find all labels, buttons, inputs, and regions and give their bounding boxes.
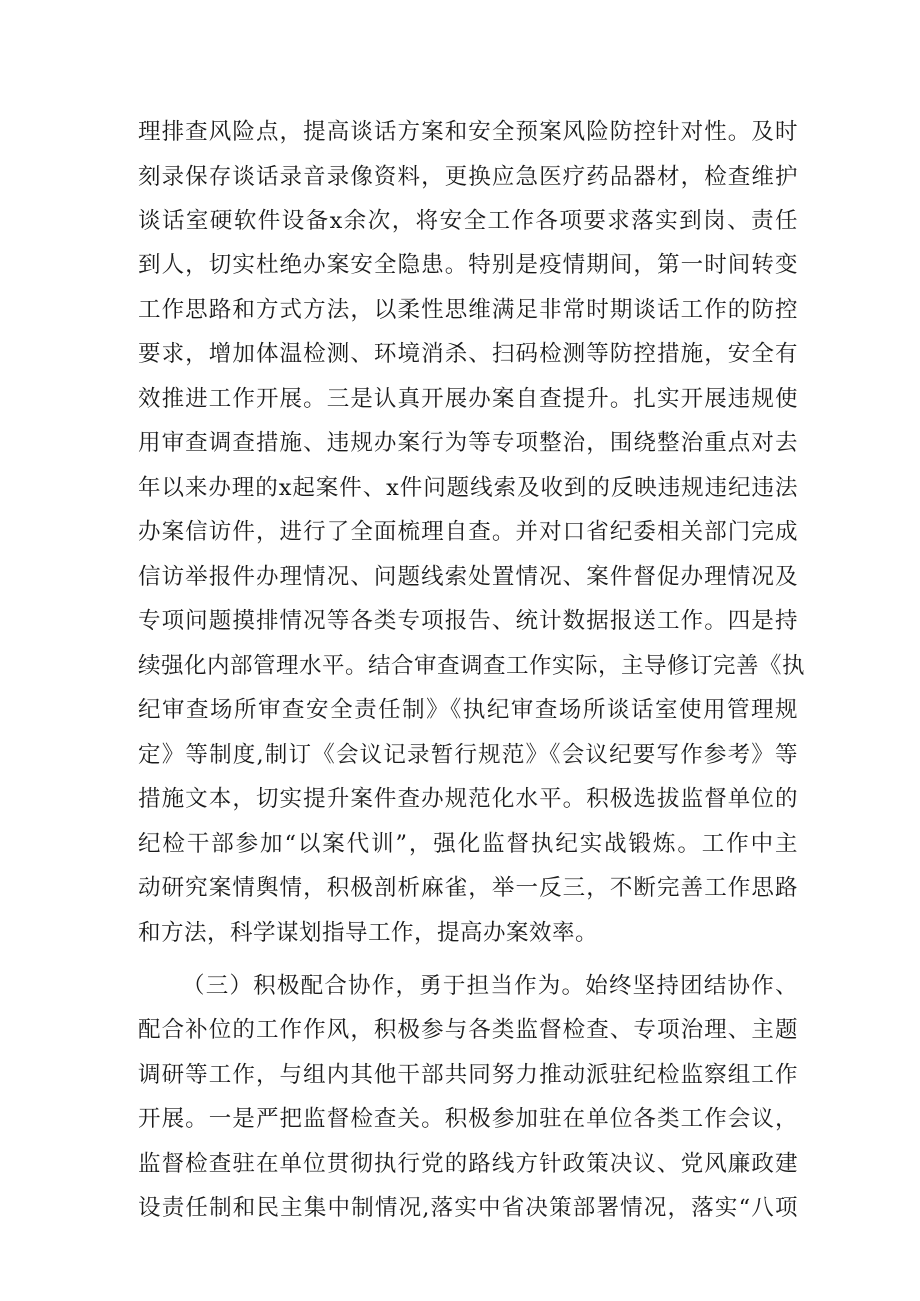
text-line: 用审查调查措施、违规办案行为等专项整治，围绕整治重点对去 — [138, 430, 798, 456]
text-line: 设责任制和民主集中制情况,落实中省决策部署情况，落实“八项 — [138, 1195, 798, 1221]
text-line: 效推进工作开展。三是认真开展办案自查提升。扎实开展违规使 — [138, 386, 798, 412]
text-line: 刻录保存谈话录音录像资料，更换应急医疗药品器材，检查维护 — [138, 164, 798, 190]
text-line: 谈话室硬软件设备x余次，将安全工作各项要求落实到岗、责任 — [138, 208, 798, 234]
text-line: 理排查风险点，提高谈话方案和安全预案风险防控针对性。及时 — [138, 119, 798, 145]
text-line: 年以来办理的x起案件、x件问题线索及收到的反映违规违纪违法 — [138, 475, 798, 501]
text-line: 纪检干部参加“以案代训”，强化监督执纪实战锻炼。工作中主 — [138, 831, 798, 857]
text-line: 定》等制度,制订《会议记录暂行规范》《会议纪要写作参考》等 — [138, 742, 798, 768]
text-line: 调研等工作，与组内其他干部共同努力推动派驻纪检监察组工作 — [138, 1062, 798, 1088]
text-line: 纪审查场所审查安全责任制》《执纪审查场所谈话室使用管理规 — [138, 697, 798, 723]
text-line: 专项问题摸排情况等各类专项报告、统计数据报送工作。四是持 — [138, 608, 798, 634]
text-line: 配合补位的工作作风，积极参与各类监督检查、专项治理、主题 — [138, 1017, 798, 1043]
text-line: 续强化内部管理水平。结合审查调查工作实际，主导修订完善《执 — [138, 653, 806, 679]
text-line: 要求，增加体温检测、环境消杀、扫码检测等防控措施，安全有 — [138, 341, 798, 367]
text-line: 动研究案情舆情，积极剖析麻雀，举一反三，不断完善工作思路 — [138, 875, 798, 901]
text-line: 监督检查驻在单位贯彻执行党的路线方针政策决议、党风廉政建 — [138, 1151, 798, 1177]
paragraph-end-line: 和方法，科学谋划指导工作，提高办案效率。 — [138, 920, 599, 946]
text-line: 措施文本，切实提升案件查办规范化水平。积极选拔监督单位的 — [138, 786, 798, 812]
text-line: 开展。一是严把监督检查关。积极参加驻在单位各类工作会议， — [138, 1106, 798, 1132]
text-line: 工作思路和方式方法，以柔性思维满足非常时期谈话工作的防控 — [138, 297, 798, 323]
text-line: 办案信访件，进行了全面梳理自查。并对口省纪委相关部门完成 — [138, 519, 798, 545]
section-heading-line: （三）积极配合协作，勇于担当作为。始终坚持团结协作、 — [182, 973, 798, 999]
text-line: 到人，切实杜绝办案安全隐患。特别是疫情期间，第一时间转变 — [138, 252, 798, 278]
text-line: 信访举报件办理情况、问题线索处置情况、案件督促办理情况及 — [138, 564, 798, 590]
